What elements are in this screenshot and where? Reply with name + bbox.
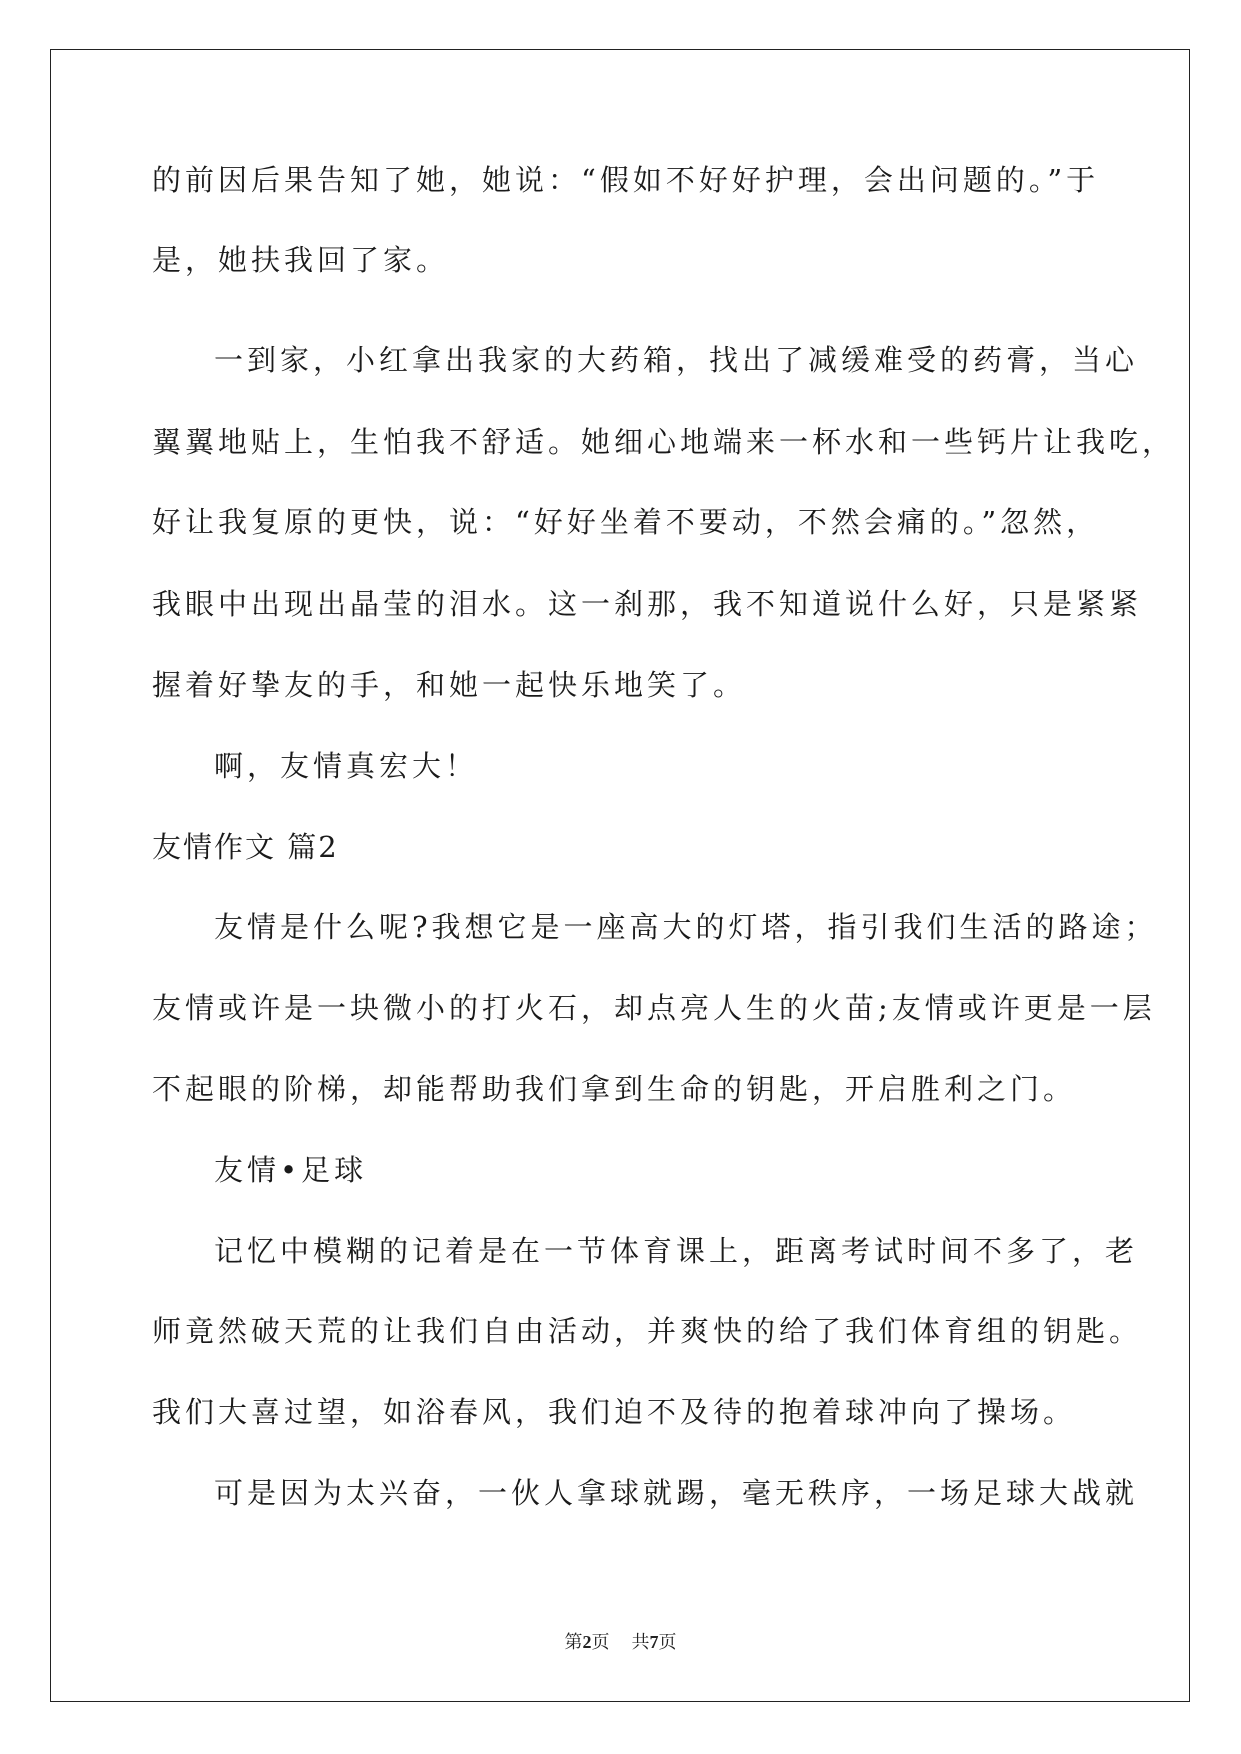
section-heading: 友情作文 篇2 (152, 830, 339, 864)
text-line: 不起眼的阶梯，却能帮助我们拿到生命的钥匙，开启胜利之门。 (152, 1072, 1077, 1106)
text-line: 握着好挚友的手，和她一起快乐地笑了。 (152, 668, 747, 702)
page-suffix: 页 (591, 1632, 610, 1653)
text-line: 可是因为太兴奋，一伙人拿球就踢，毫无秩序，一场足球大战就 (214, 1476, 1139, 1510)
text-line: 的前因后果告知了她，她说：“假如不好好护理，会出问题的。”于 (152, 163, 1100, 197)
text-line: 好让我复原的更快，说：“好好坐着不要动，不然会痛的。”忽然， (152, 505, 1100, 539)
page-border (50, 49, 1190, 1702)
text-line: 啊，友情真宏大！ (214, 749, 479, 783)
text-line: 一到家，小红拿出我家的大药箱，找出了减缓难受的药膏，当心 (214, 343, 1139, 377)
text-line: 友情是什么呢?我想它是一座高大的灯塔，指引我们生活的路途； (214, 910, 1158, 944)
text-line: 我们大喜过望，如浴春风，我们迫不及待的抱着球冲向了操场。 (152, 1395, 1077, 1429)
total-prefix: 共 (631, 1632, 650, 1653)
text-line: 翼翼地贴上，生怕我不舒适。她细心地端来一杯水和一些钙片让我吃， (152, 425, 1176, 459)
page-footer (0, 1628, 1241, 1654)
text-line: 友情或许是一块微小的打火石，却点亮人生的火苗;友情或许更是一层 (152, 991, 1156, 1025)
text-line: 是，她扶我回了家。 (152, 243, 450, 277)
text-line: 记忆中模糊的记着是在一节体育课上，距离考试时间不多了，老 (214, 1234, 1139, 1268)
total-suffix: 页 (658, 1632, 677, 1653)
subheading: 友情•足球 (214, 1153, 368, 1187)
page-prefix: 第 (564, 1632, 583, 1653)
text-line: 师竟然破天荒的让我们自由活动，并爽快的给了我们体育组的钥匙。 (152, 1314, 1143, 1348)
page-total: 7 (649, 1632, 659, 1652)
text-line: 我眼中出现出晶莹的泪水。这一刹那，我不知道说什么好，只是紧紧 (152, 587, 1143, 621)
page-current: 2 (582, 1632, 592, 1652)
